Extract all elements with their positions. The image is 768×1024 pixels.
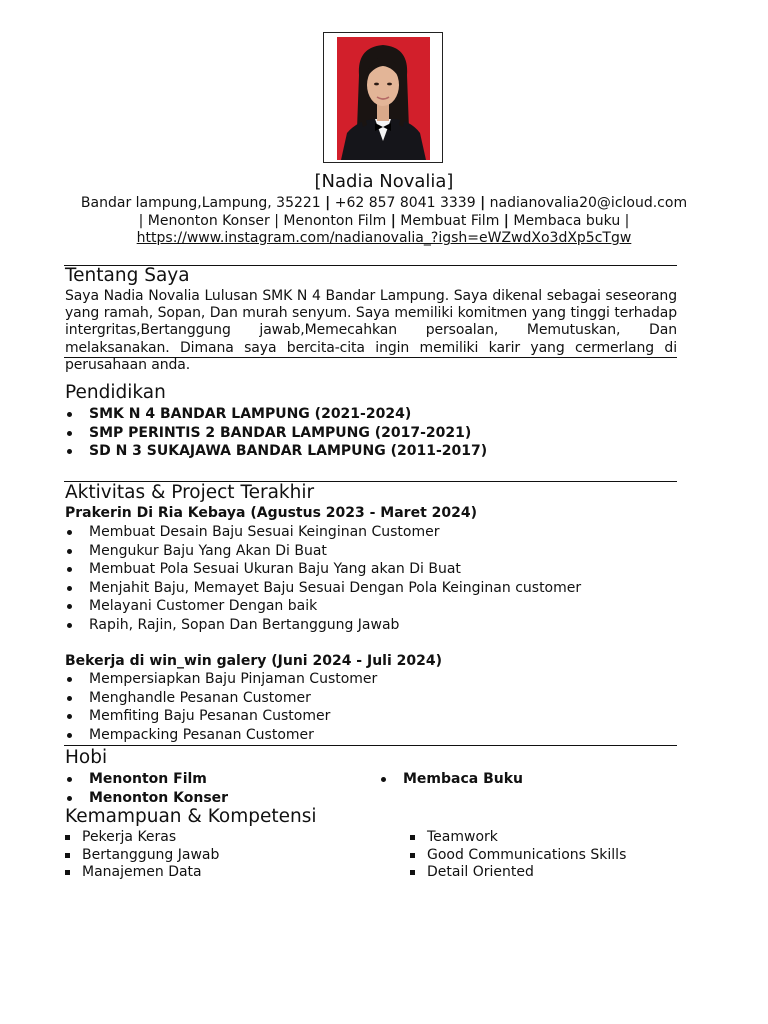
job-task: Membuat Pola Sesuai Ukuran Baju Yang akan Di Buat xyxy=(65,560,581,579)
profile-photo-portrait xyxy=(337,37,430,160)
separator: | xyxy=(480,195,486,211)
skill-item: Bertanggung Jawab xyxy=(64,847,219,865)
section-divider xyxy=(64,357,677,358)
skill-item: Pekerja Keras xyxy=(64,829,219,847)
profile-photo xyxy=(337,37,430,160)
separator: | xyxy=(325,195,331,211)
interest-item: Menonton Film xyxy=(283,213,387,229)
education-title: Pendidikan xyxy=(65,382,166,403)
instagram-line xyxy=(0,229,768,247)
hobby-item: Membaca Buku xyxy=(379,770,523,789)
interests-line: | Menonton Konser | Menonton Film | Membuat Film | Membaca buku | xyxy=(138,213,630,229)
job-task: Rapih, Rajin, Sopan Dan Bertanggung Jawab xyxy=(65,616,581,635)
job-task: Mengukur Baju Yang Akan Di Buat xyxy=(65,542,581,561)
skills-title: Kemampuan & Kompetensi xyxy=(65,806,317,827)
job-task-list xyxy=(65,670,377,744)
education-item: SMK N 4 BANDAR LAMPUNG (2021-2024) xyxy=(65,405,487,424)
hobbies-list-left xyxy=(65,770,228,807)
skill-item: Teamwork xyxy=(409,829,626,847)
skill-item: Good Communications Skills xyxy=(409,847,626,865)
education-item: SD N 3 SUKAJAWA BANDAR LAMPUNG (2011-2017) xyxy=(65,442,487,461)
about-title: Tentang Saya xyxy=(65,265,190,286)
hobby-item: Menonton Film xyxy=(65,770,228,789)
job-task: Melayani Customer Dengan baik xyxy=(65,597,581,616)
job-task: Menghandle Pesanan Customer xyxy=(65,689,377,708)
skill-item: Manajemen Data xyxy=(64,864,219,882)
interest-item: Menonton Konser xyxy=(147,213,270,229)
profile-photo-frame xyxy=(323,32,443,163)
education-item: SMP PERINTIS 2 BANDAR LAMPUNG (2017-2021) xyxy=(65,424,487,443)
section-divider xyxy=(64,745,677,746)
education-list xyxy=(65,405,487,461)
skill-item: Detail Oriented xyxy=(409,864,626,882)
activities-title: Aktivitas & Project Terakhir xyxy=(65,482,315,503)
job-task: Mempacking Pesanan Customer xyxy=(65,726,377,745)
skills-list-right xyxy=(409,829,626,882)
interest-item: Membaca buku xyxy=(513,213,621,229)
address: Bandar lampung,Lampung, 35221 xyxy=(80,195,321,211)
job-task-list xyxy=(65,523,581,635)
email[interactable]: nadianovalia20@icloud.com xyxy=(489,195,688,211)
job-task: Menjahit Baju, Memayet Baju Sesuai Dengan Pola Keinginan customer xyxy=(65,579,581,598)
hobbies-title: Hobi xyxy=(65,747,108,768)
job-task: Membuat Desain Baju Sesuai Keinginan Customer xyxy=(65,523,581,542)
job-heading: Prakerin Di Ria Kebaya (Agustus 2023 - Maret 2024) xyxy=(65,505,478,521)
hobby-item: Menonton Konser xyxy=(65,789,228,808)
skills-list-left xyxy=(64,829,219,882)
job-task: Mempersiapkan Baju Pinjaman Customer xyxy=(65,670,377,689)
job-task: Memfiting Baju Pesanan Customer xyxy=(65,707,377,726)
contact-line xyxy=(0,194,768,212)
interest-item: Membuat Film xyxy=(400,213,500,229)
applicant-name: [Nadia Novalia] xyxy=(314,171,454,192)
instagram-link[interactable]: https://www.instagram.com/nadianovalia_?igsh=eWZwdXo3dXp5cTgw xyxy=(136,230,632,246)
hobbies-list-right xyxy=(379,770,523,789)
job-heading: Bekerja di win_win galery (Juni 2024 - Juli 2024) xyxy=(65,653,443,669)
phone[interactable]: +62 857 8041 3339 xyxy=(334,195,476,211)
about-text: Saya Nadia Novalia Lulusan SMK N 4 Bandar Lampung. Saya dikenal sebagai seseorang yang ramah, Sopan, Dan murah senyum. Saya memiliki komitmen yang tinggi terhadap intergritas,Bertanggung jawab,Memecahkan persoalan, Memutuskan, Dan melaksanakan. Dimana saya bercita-cita ingin memiliki karir yang cermerlang di perusahaan anda. xyxy=(65,288,677,373)
